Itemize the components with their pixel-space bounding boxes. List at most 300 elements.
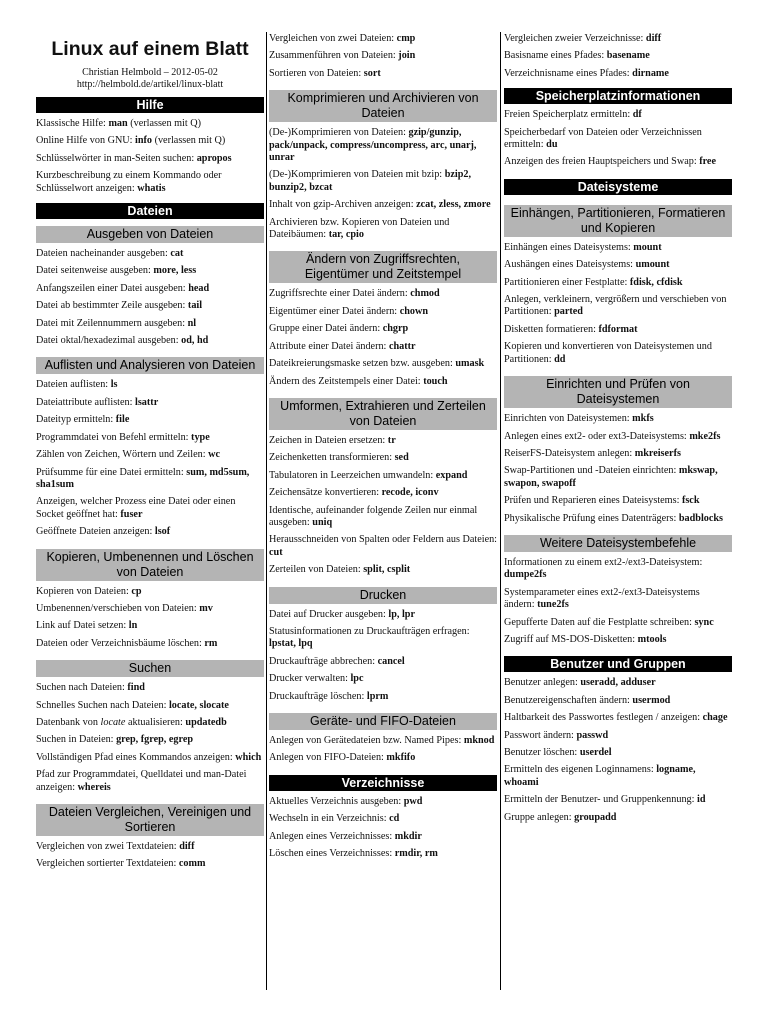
command-name: locate, slocate — [168, 699, 229, 711]
command-entry — [269, 127, 497, 164]
command-name: mkreiserfs — [634, 447, 681, 459]
command-name: dd — [554, 353, 566, 365]
command-entry — [504, 242, 732, 254]
command-entry — [504, 294, 732, 319]
entry-description: Dateien nacheinander ausgeben: — [36, 248, 171, 260]
entry-description: Ändern des Zeitstempels einer Datei: — [269, 375, 424, 387]
entry-description: Vergleichen sortierter Textdateien: — [36, 858, 179, 870]
command-entry — [269, 626, 497, 651]
command-entry — [504, 695, 732, 707]
entry-description: Sortieren von Dateien: — [269, 67, 364, 79]
command-entry — [36, 170, 264, 195]
command-name: lp, lpr — [388, 608, 415, 620]
entry-description: Benutzereigenschaften ändern: — [504, 694, 633, 706]
command-name: ln — [128, 620, 138, 632]
command-name: passwd — [576, 729, 609, 741]
command-name: parted — [554, 306, 583, 318]
section-heading-dateisysteme: Dateisysteme — [504, 179, 732, 195]
entry-description: Ermitteln der Benutzer- und Gruppenkennung: — [504, 794, 698, 806]
command-name: zcat, zless, zmore — [416, 199, 491, 211]
command-entry — [36, 841, 264, 853]
entry-description: Kurzbeschreibung zu einem Kommando oder Schlüsselwort anzeigen: — [36, 170, 222, 194]
command-name: du — [546, 139, 558, 151]
entry-description: Anlegen eines Verzeichnisses: — [269, 830, 395, 842]
command-name: tr — [387, 434, 396, 446]
command-entry — [504, 341, 732, 366]
command-entry — [36, 300, 264, 312]
command-entry — [269, 534, 497, 559]
command-name: chgrp — [382, 323, 409, 335]
command-entry — [36, 467, 264, 492]
entry-description: Geöffnete Dateien anzeigen: — [36, 526, 155, 538]
command-entry — [504, 812, 732, 824]
command-entry — [36, 620, 264, 632]
command-entry — [504, 50, 732, 62]
command-name: lpstat, lpq — [269, 638, 313, 650]
command-name: man — [108, 118, 128, 129]
command-entry — [269, 33, 497, 45]
command-name: join — [398, 50, 416, 62]
command-name: diff — [179, 841, 195, 852]
command-name: apropos — [196, 152, 232, 164]
entry-description: Zählen von Zeichen, Wörtern und Zeilen: — [36, 449, 209, 461]
command-entry — [504, 259, 732, 271]
command-name: tail — [187, 300, 203, 312]
entry-description: Vergleichen von zwei Textdateien: — [36, 841, 180, 852]
entry-description: Vergleichen zweier Verzeichnisse: — [504, 33, 646, 44]
command-entry — [504, 495, 732, 507]
command-name: fdisk, cfdisk — [629, 276, 683, 288]
entry-description: Haltbarkeit des Passwortes festlegen / anzeigen: — [504, 712, 703, 724]
command-entry — [269, 564, 497, 576]
command-entry — [269, 199, 497, 211]
subsection-heading-ausgeben-von-dateien: Ausgeben von Dateien — [36, 226, 264, 243]
command-entry — [504, 465, 732, 490]
command-name: groupadd — [574, 811, 617, 823]
command-name: mkfs — [632, 413, 654, 425]
command-entry — [504, 277, 732, 289]
command-name: chmod — [410, 288, 440, 300]
command-name: updatedb — [185, 716, 227, 728]
command-entry — [269, 505, 497, 530]
command-name: fdformat — [598, 323, 638, 335]
command-entry — [504, 156, 732, 168]
command-entry — [504, 109, 732, 121]
entry-description: Schnelles Suchen nach Dateien: — [36, 699, 169, 711]
entry-description: (verlassen mit Q) — [152, 135, 226, 147]
command-entry — [36, 248, 264, 260]
command-name: sync — [694, 616, 714, 628]
command-entry — [269, 796, 497, 808]
entry-description: Physikalische Prüfung eines Datenträgers: — [504, 512, 679, 524]
command-name: ls — [110, 379, 118, 391]
entry-description: Vergleichen von zwei Dateien: — [269, 33, 397, 44]
entry-description: Inhalt von gzip-Archiven anzeigen: — [269, 199, 417, 211]
command-entry — [36, 603, 264, 615]
command-name: uniq — [312, 516, 333, 528]
entry-description: Kopieren und konvertieren von Dateisystemen und Partitionen: — [504, 341, 712, 365]
column-2 — [269, 30, 497, 860]
entry-description: Benutzer anlegen: — [504, 677, 581, 689]
section-heading-speicherplatzinformationen: Speicherplatzinformationen — [504, 88, 732, 104]
command-name: od, hd — [181, 335, 209, 347]
command-entry — [269, 341, 497, 353]
entry-description: Drucker verwalten: — [269, 673, 351, 685]
command-entry — [269, 323, 497, 335]
command-entry — [269, 487, 497, 499]
entry-description: Gruppe anlegen: — [504, 811, 575, 823]
command-name: head — [188, 282, 210, 294]
command-entry — [269, 848, 497, 860]
entry-description: Zeichenketten transformieren: — [269, 452, 395, 464]
entry-description: Löschen eines Verzeichnisses: — [269, 848, 395, 860]
command-name: sed — [394, 452, 409, 464]
entry-description: Klassische Hilfe: — [36, 118, 109, 129]
command-entry — [36, 335, 264, 347]
command-name: cp — [131, 585, 142, 597]
entry-description: Zugriffsrechte einer Datei ändern: — [269, 288, 411, 300]
subsection-heading-einhaengen-partitionieren-formatieren-und-kopieren: Einhängen, Partitionieren, Formatieren und Kopieren — [504, 205, 732, 237]
entry-description: Zeichen in Dateien ersetzen: — [269, 434, 388, 446]
source-url: http://helmbold.de/artikel/linux-blatt — [76, 79, 224, 90]
entry-description: Datei auf Drucker ausgeben: — [269, 608, 389, 620]
command-entry — [36, 769, 264, 794]
section-heading-benutzer-und-gruppen: Benutzer und Gruppen — [504, 656, 732, 672]
command-entry — [36, 858, 264, 870]
entry-description: Basisname eines Pfades: — [504, 50, 607, 62]
entry-description: Zerteilen von Dateien: — [269, 564, 364, 576]
entry-description: (De-)Komprimieren von Dateien mit bzip: — [269, 169, 445, 181]
entry-description: Dateien auflisten: — [36, 379, 111, 391]
entry-description: Suchen nach Dateien: — [36, 682, 128, 694]
command-entry — [269, 735, 497, 747]
command-entry — [504, 634, 732, 646]
command-entry — [269, 217, 497, 242]
command-entry — [36, 265, 264, 277]
command-name: mkswap, swapon, swapoff — [504, 465, 718, 489]
command-name: umount — [635, 259, 670, 271]
command-name: nl — [187, 317, 197, 329]
page-title: Linux auf einem Blatt — [51, 38, 249, 60]
entry-description: Einrichten von Dateisystemen: — [504, 413, 633, 425]
command-entry — [269, 656, 497, 668]
entry-description: Datei ab bestimmter Zeile ausgeben: — [36, 300, 188, 312]
entry-description: Benutzer löschen: — [504, 747, 580, 758]
command-name: cat — [170, 248, 184, 260]
entry-description: Dateien oder Verzeichnisbäume löschen: — [36, 637, 205, 649]
entry-description: Schlüsselwörter in man-Seiten suchen: — [36, 152, 197, 164]
entry-description: aktualisieren: — [125, 716, 186, 728]
command-name: mkfifo — [386, 752, 416, 764]
command-entry — [269, 609, 497, 621]
command-name: info — [135, 135, 153, 147]
entry-description: Anlegen von Gerätedateien bzw. Named Pipes: — [269, 735, 464, 746]
column-3 — [504, 30, 732, 824]
entry-description: Umbenennen/verschieben von Dateien: — [36, 602, 200, 614]
entry-description: Programmdatei von Befehl ermitteln: — [36, 431, 192, 443]
command-name: sort — [363, 67, 381, 79]
command-name: which — [235, 751, 262, 763]
entry-description: Prüfen und Reparieren eines Dateisystems: — [504, 495, 682, 507]
command-entry — [504, 513, 732, 525]
command-name: grep, fgrep, egrep — [116, 734, 194, 746]
author-line: Christian Helmbold – 2012-05-02 — [82, 67, 218, 78]
command-name: type — [191, 431, 210, 443]
entry-description: Online Hilfe von GNU: — [36, 135, 136, 147]
command-entry — [504, 730, 732, 742]
command-name: rmdir, rm — [394, 848, 438, 860]
entry-description: (verlassen mit Q) — [127, 118, 201, 129]
subsection-heading-aendern-von-zugriffsrechten-eigentuemer-und-zeitstempel: Ändern von Zugriffsrechten, Eigentümer und Zeitstempel — [269, 251, 497, 283]
entry-description: Dateityp ermitteln: — [36, 414, 116, 426]
entry-description: Vollständigen Pfad eines Kommandos anzeigen: — [36, 751, 236, 763]
command-name: diff — [645, 33, 662, 44]
entry-description: Kopieren von Dateien: — [36, 585, 132, 597]
entry-description: Wechseln in ein Verzeichnis: — [269, 813, 390, 825]
entry-description: Speicherbedarf von Dateien oder Verzeichnissen ermitteln: — [504, 126, 702, 151]
command-entry — [36, 283, 264, 295]
command-entry — [504, 68, 732, 80]
subsection-heading-kopieren-umbenennen-und-loeschen-von-dateien: Kopieren, Umbenennen und Löschen von Dateien — [36, 549, 264, 581]
command-name: df — [632, 109, 642, 121]
command-name: tune2fs — [537, 599, 569, 611]
command-name: lpc — [350, 673, 364, 685]
entry-description: Aushängen eines Dateisystems: — [504, 259, 636, 271]
entry-description: Datei mit Zeilennummern ausgeben: — [36, 317, 188, 329]
command-name: mv — [199, 602, 213, 614]
entry-description: Anlegen eines ext2- oder ext3-Dateisystems: — [504, 430, 690, 442]
command-entry — [36, 153, 264, 165]
entry-description: Anfangszeilen einer Datei ausgeben: — [36, 282, 189, 294]
entry-description: Anzeigen des freien Hauptspeichers und Swap: — [504, 156, 700, 168]
entry-description: Einhängen eines Dateisystems: — [504, 241, 634, 253]
command-entry — [36, 397, 264, 409]
subsection-heading-geraete-und-fifo-dateien: Geräte- und FIFO-Dateien — [269, 713, 497, 730]
command-name: badblocks — [678, 512, 724, 524]
command-entry — [36, 586, 264, 598]
command-entry — [269, 376, 497, 388]
entry-description: Datei oktal/hexadezimal ausgeben: — [36, 335, 182, 347]
command-entry — [504, 587, 732, 612]
entry-description: Zusammenführen von Dateien: — [269, 50, 399, 62]
section-heading-verzeichnisse: Verzeichnisse — [269, 775, 497, 791]
command-entry — [269, 169, 497, 194]
command-entry — [269, 68, 497, 80]
entry-description: Statusinformationen zu Druckaufträgen erfragen: — [269, 625, 470, 637]
subsection-heading-weitere-dateisystembefehle: Weitere Dateisystembefehle — [504, 535, 732, 552]
command-name: basename — [606, 50, 650, 62]
column-1 — [36, 30, 264, 871]
entry-description: Disketten formatieren: — [504, 323, 599, 335]
entry-description: (De-)Komprimieren von Dateien: — [269, 127, 409, 139]
command-name: chown — [399, 305, 428, 317]
command-entry — [36, 526, 264, 538]
entry-description: Identische, aufeinander folgende Zeilen nur einmal ausgeben: — [269, 504, 478, 528]
command-entry — [269, 691, 497, 703]
command-entry — [269, 452, 497, 464]
subsection-heading-suchen: Suchen — [36, 660, 264, 677]
subsection-heading-komprimieren-und-archivieren-von-dateien: Komprimieren und Archivieren von Dateien — [269, 90, 497, 122]
command-entry — [504, 413, 732, 425]
command-entry — [36, 717, 264, 729]
command-name: useradd, adduser — [580, 677, 656, 689]
command-name: cancel — [377, 655, 405, 667]
command-entry — [269, 752, 497, 764]
command-name: bzip2, bunzip2, bzcat — [269, 169, 472, 193]
subsection-heading-drucken: Drucken — [269, 587, 497, 604]
entry-description: Systemparameter eines ext2-/ext3-Dateisystems ändern: — [504, 586, 700, 611]
command-name: lprm — [366, 690, 389, 702]
command-entry — [36, 449, 264, 461]
command-name: mtools — [637, 633, 667, 645]
command-name: mknod — [463, 735, 495, 746]
command-name: lsof — [154, 526, 171, 538]
entry-description: Verzeichnisname eines Pfades: — [504, 67, 633, 79]
command-name: id — [697, 794, 706, 806]
command-name: usermod — [632, 694, 671, 706]
command-name: fsck — [681, 495, 700, 507]
subsection-heading-einrichten-und-pruefen-von-dateisystemen: Einrichten und Prüfen von Dateisystemen — [504, 376, 732, 408]
command-entry — [269, 813, 497, 825]
entry-description: Zeichensätze konvertieren: — [269, 487, 382, 499]
command-entry — [269, 358, 497, 370]
command-name: fuser — [120, 508, 143, 520]
subsection-heading-auflisten-und-analysieren-von-dateien: Auflisten und Analysieren von Dateien — [36, 357, 264, 374]
command-name: cd — [389, 813, 400, 825]
command-entry — [36, 638, 264, 650]
command-entry — [504, 677, 732, 689]
command-name: logname, whoami — [504, 764, 696, 788]
command-entry — [36, 414, 264, 426]
entry-description: Eigentümer einer Datei ändern: — [269, 305, 400, 317]
entry-description: Suchen in Dateien: — [36, 734, 117, 746]
command-name: pwd — [403, 795, 423, 807]
entry-description: Datei seitenweise ausgeben: — [36, 265, 154, 277]
entry-description: Tabulatoren in Leerzeichen umwandeln: — [269, 469, 436, 481]
command-name: umask — [455, 358, 485, 370]
command-name: chattr — [388, 340, 416, 352]
command-entry — [504, 127, 732, 152]
command-name: cmp — [396, 33, 416, 44]
entry-description: Informationen zu einem ext2-/ext3-Dateisystem: — [504, 556, 703, 568]
command-name: userdel — [579, 747, 612, 758]
entry-description: Dateikreierungsmaske setzen bzw. ausgeben: — [269, 358, 456, 370]
command-name: sum, md5sum, sha1sum — [36, 466, 250, 490]
command-entry — [269, 673, 497, 685]
command-name: mkdir — [394, 830, 422, 842]
command-name: touch — [423, 375, 448, 387]
command-name: file — [115, 414, 130, 426]
command-name: mount — [633, 241, 662, 253]
entry-description: Attribute einer Datei ändern: — [269, 340, 389, 352]
entry-description: Swap-Partitionen und -Dateien einrichten: — [504, 465, 679, 477]
entry-description: Zugriff auf MS-DOS-Disketten: — [504, 633, 638, 645]
entry-description: Ermitteln des eigenen Loginnamens: — [504, 764, 657, 776]
column-divider — [266, 32, 267, 990]
command-name: comm — [178, 858, 206, 870]
command-name: gzip/gunzip, pack/unpack, compress/uncompress, arc, unarj, unrar — [269, 127, 477, 164]
command-name: tar, cpio — [328, 229, 364, 241]
command-entry — [269, 50, 497, 62]
command-name: whatis — [137, 182, 166, 194]
entry-description: locate — [100, 716, 126, 728]
section-heading-dateien: Dateien — [36, 203, 264, 219]
entry-description: Aktuelles Verzeichnis ausgeben: — [269, 795, 404, 807]
entry-description: Link auf Datei setzen: — [36, 620, 129, 632]
entry-description: Druckaufträge löschen: — [269, 690, 367, 702]
command-name: more, less — [153, 265, 197, 277]
command-name: lsattr — [135, 396, 159, 408]
command-entry — [504, 33, 732, 45]
command-name: mke2fs — [689, 430, 721, 442]
command-entry — [36, 496, 264, 521]
entry-description: Datenbank von — [36, 716, 101, 728]
entry-description: Anzeigen, welcher Prozess eine Datei oder einen Socket geöffnet hat: — [36, 496, 236, 520]
entry-description: Dateiattribute auflisten: — [36, 396, 136, 408]
command-entry — [504, 764, 732, 789]
command-name: dirname — [632, 67, 669, 79]
command-name: recode, iconv — [381, 487, 439, 499]
command-entry — [269, 435, 497, 447]
subsection-heading-umformen-extrahieren-und-zerteilen-von-dateien: Umformen, Extrahieren und Zerteilen von Dateien — [269, 398, 497, 430]
command-name: split, csplit — [363, 564, 411, 576]
entry-description: Gepufferte Daten auf die Festplatte schreiben: — [504, 616, 695, 628]
command-entry — [504, 617, 732, 629]
command-entry — [269, 306, 497, 318]
command-entry — [36, 700, 264, 712]
command-entry — [36, 318, 264, 330]
entry-description: Anlegen, verkleinern, vergrößern und verschieben von Partitionen: — [504, 294, 727, 318]
entry-description: Passwort ändern: — [504, 729, 577, 741]
command-entry — [269, 831, 497, 843]
entry-description: Pfad zur Programmdatei, Quelldatei und man-Datei anzeigen: — [36, 769, 247, 793]
entry-description: Druckaufträge abbrechen: — [269, 655, 378, 667]
command-entry — [504, 431, 732, 443]
command-name: rm — [204, 637, 218, 649]
command-entry — [36, 752, 264, 764]
command-entry — [504, 557, 732, 582]
command-entry — [504, 712, 732, 724]
command-name: whereis — [77, 781, 111, 793]
command-entry — [504, 747, 732, 759]
entry-description: Anlegen von FIFO-Dateien: — [269, 752, 387, 764]
command-entry — [36, 432, 264, 444]
entry-description: Freien Speicherplatz ermitteln: — [504, 109, 633, 121]
command-entry — [504, 324, 732, 336]
column-divider — [500, 32, 501, 990]
command-name: wc — [208, 449, 220, 461]
command-name: free — [699, 156, 716, 168]
command-name: dumpe2fs — [504, 569, 547, 581]
entry-description: Archivieren bzw. Kopieren von Dateien und Dateibäumen: — [269, 216, 450, 241]
entry-description: Gruppe einer Datei ändern: — [269, 323, 383, 335]
command-entry — [36, 135, 264, 147]
command-entry — [269, 470, 497, 482]
section-heading-hilfe: Hilfe — [36, 97, 264, 113]
entry-description: Prüfsumme für eine Datei ermitteln: — [36, 466, 187, 478]
subsection-heading-dateien-vergleichen-vereinigen-und-sortieren: Dateien Vergleichen, Vereinigen und Sortieren — [36, 804, 264, 836]
command-name: find — [127, 682, 145, 694]
command-entry — [36, 118, 264, 130]
entry-description: Partitionieren einer Festplatte: — [504, 276, 630, 288]
command-entry — [36, 379, 264, 391]
command-entry — [269, 288, 497, 300]
entry-description: ReiserFS-Dateisystem anlegen: — [504, 447, 635, 459]
command-entry — [504, 448, 732, 460]
entry-description: Herausschneiden von Spalten oder Feldern aus Dateien: — [269, 534, 498, 546]
command-name: chage — [702, 712, 728, 724]
command-entry — [36, 734, 264, 746]
